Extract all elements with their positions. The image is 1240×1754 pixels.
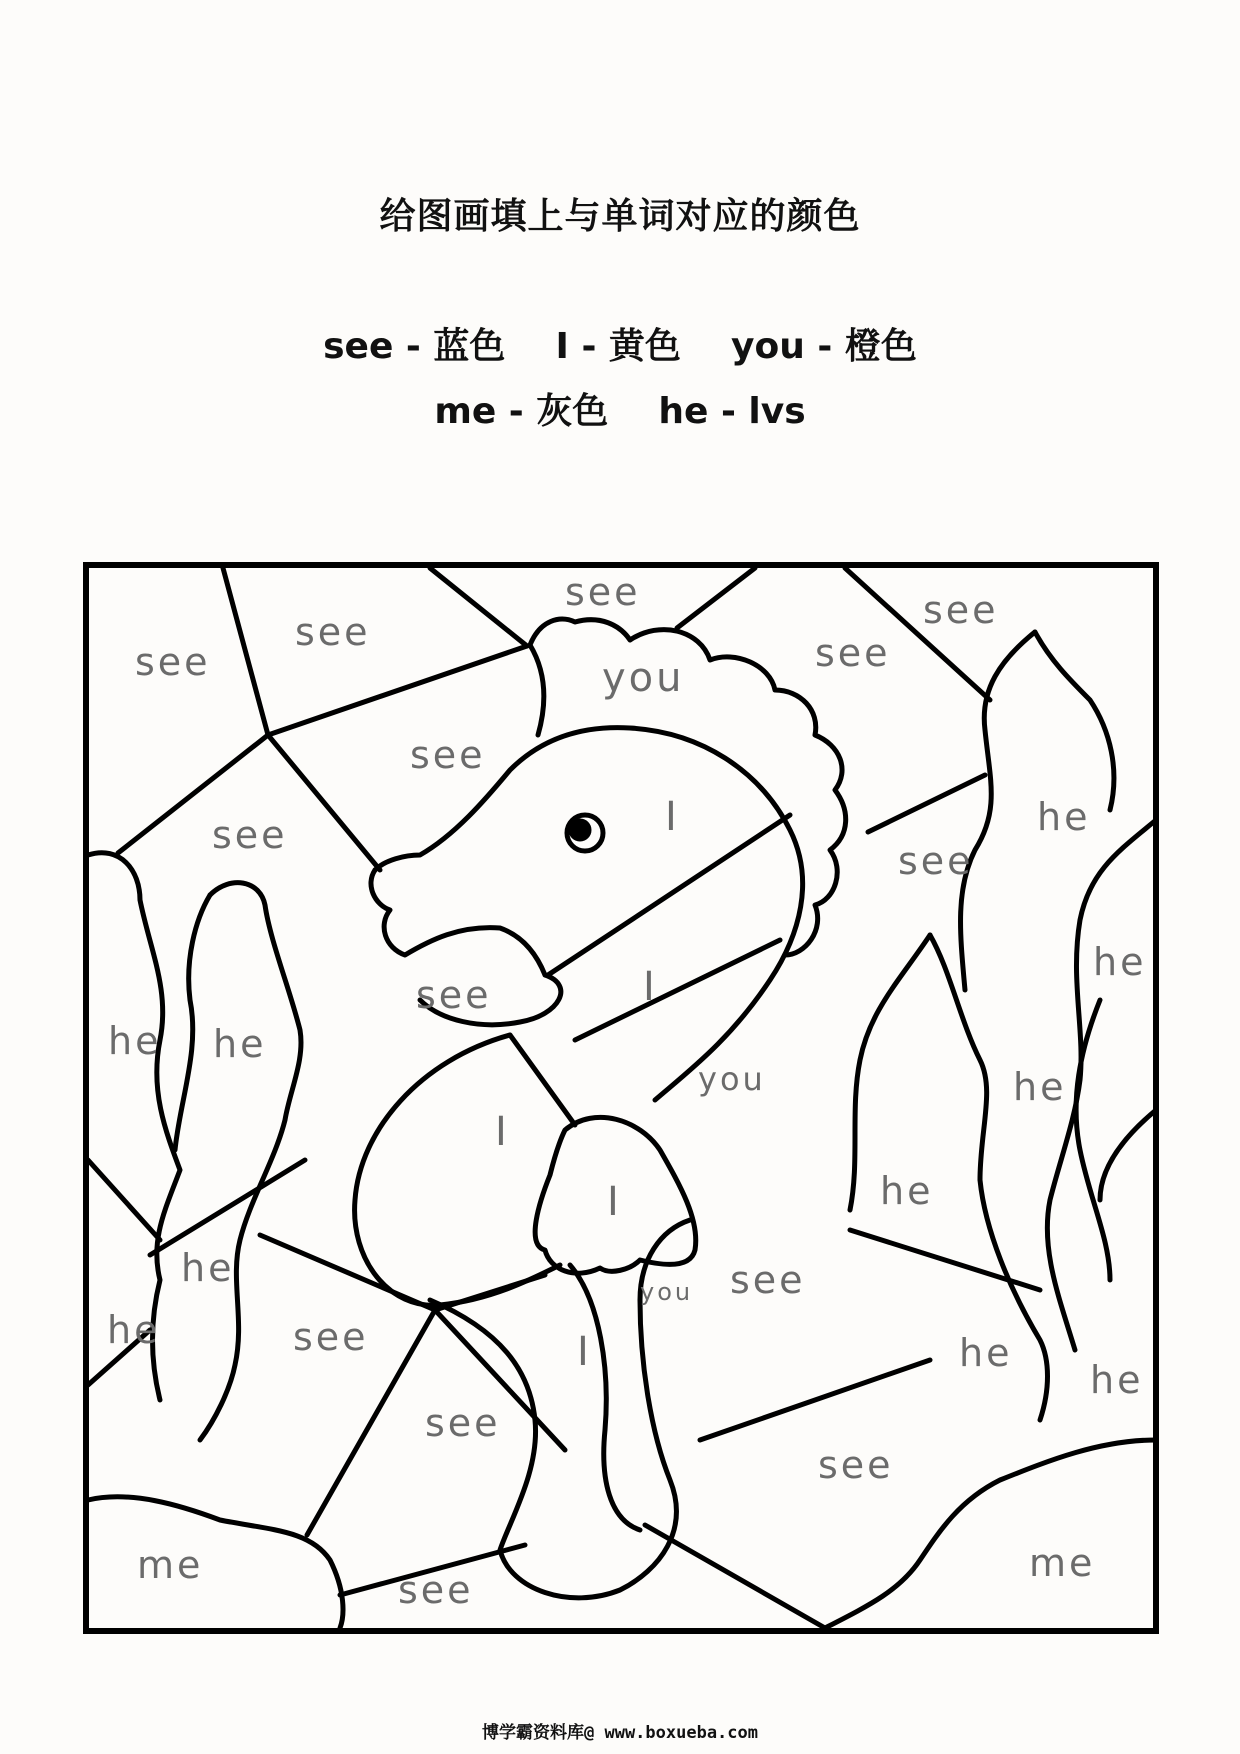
word-see: see xyxy=(815,631,891,675)
seahorse-snout xyxy=(371,870,545,975)
word-see: see xyxy=(212,813,288,857)
worksheet-title: 给图画填上与单词对应的颜色 xyxy=(379,196,861,237)
word-see: see xyxy=(416,973,492,1017)
word-see: see xyxy=(135,640,211,684)
word-he: he xyxy=(181,1246,235,1290)
rock-left xyxy=(88,1497,343,1628)
seahorse-tail-inner xyxy=(570,1265,640,1530)
body-line xyxy=(575,940,780,1040)
word-me: me xyxy=(137,1543,204,1587)
word-i: I xyxy=(607,1179,622,1225)
water-line xyxy=(223,568,527,735)
water-line xyxy=(430,568,527,646)
word-see: see xyxy=(898,839,974,883)
water-line xyxy=(700,1360,930,1440)
color-legend-line-1: see - 蓝色 I - 黄色 you - 橙色 xyxy=(323,326,917,367)
word-see: see xyxy=(410,733,486,777)
water-line xyxy=(150,1160,305,1255)
word-see: see xyxy=(398,1568,474,1612)
water-line xyxy=(88,1160,160,1240)
word-see: see xyxy=(923,588,999,632)
word-me: me xyxy=(1029,1541,1096,1585)
word-he: he xyxy=(1090,1358,1144,1402)
water-line xyxy=(868,775,985,832)
water-line xyxy=(677,568,755,628)
word-he: he xyxy=(1093,940,1147,984)
word-i: I xyxy=(577,1329,592,1375)
word-he: he xyxy=(1013,1065,1067,1109)
seahorse-pupil xyxy=(571,821,589,839)
word-you: you xyxy=(602,655,685,701)
seaweed-left-2 xyxy=(200,883,301,1440)
word-see: see xyxy=(295,610,371,654)
color-legend-line-2: me - 灰色 he - lvs xyxy=(434,391,806,432)
word-he: he xyxy=(213,1022,267,1066)
word-i: I xyxy=(495,1109,510,1155)
seaweed-right-6 xyxy=(1100,1110,1156,1200)
word-see: see xyxy=(818,1443,894,1487)
word-you: you xyxy=(698,1060,766,1098)
word-he: he xyxy=(880,1169,934,1213)
word-he: he xyxy=(107,1308,161,1352)
word-see: see xyxy=(565,570,641,614)
footer-watermark: 博学霸资料库@ www.boxueba.com xyxy=(482,1723,758,1743)
word-see: see xyxy=(293,1315,369,1359)
word-he: he xyxy=(959,1331,1013,1375)
seaweed-right-1b xyxy=(1035,632,1114,810)
region-outlines xyxy=(88,568,1156,1628)
word-you: you xyxy=(640,1278,694,1306)
word-i: I xyxy=(665,794,680,840)
seahorse-crest xyxy=(530,619,846,955)
body-line xyxy=(510,1035,575,1125)
word-see: see xyxy=(425,1401,501,1445)
word-he: he xyxy=(1037,795,1091,839)
word-see: see xyxy=(730,1258,806,1302)
picture-frame xyxy=(86,565,1156,1631)
seaweed-left-3 xyxy=(175,895,210,1150)
word-he: he xyxy=(108,1019,162,1063)
seahorse-head xyxy=(375,728,803,1100)
word-i: I xyxy=(643,964,658,1010)
seahorse-belly xyxy=(355,1035,560,1305)
